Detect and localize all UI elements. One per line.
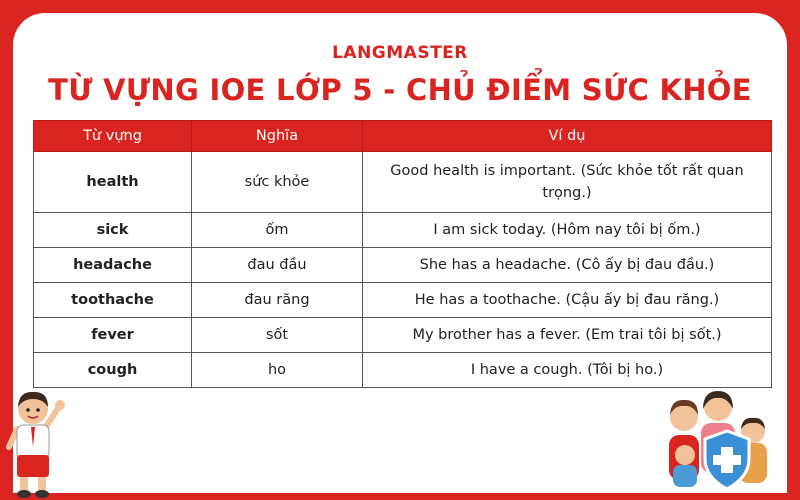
example-cell: Good health is important. (Sức khỏe tốt rất quan trọng.) (363, 152, 772, 213)
example-cell: I am sick today. (Hôm nay tôi bị ốm.) (363, 213, 772, 248)
header-meaning: Nghĩa (192, 121, 363, 152)
header-example: Ví dụ (363, 121, 772, 152)
meaning-cell: sức khỏe (192, 152, 363, 213)
example-cell: My brother has a fever. (Em trai tôi bị sốt.) (363, 318, 772, 353)
example-cell: She has a headache. (Cô ấy bị đau đầu.) (363, 248, 772, 283)
page-title: TỪ VỰNG IOE LỚP 5 - CHỦ ĐIỂM SỨC KHỎE (48, 73, 752, 107)
vocabulary-table (33, 120, 772, 388)
waving-boy-illustration (3, 385, 65, 500)
table-row (34, 283, 772, 318)
word-cell: sick (34, 213, 192, 248)
word-cell: cough (34, 353, 192, 388)
meaning-cell: ho (192, 353, 363, 388)
brand-logo: LANGMASTER (332, 43, 468, 63)
meaning-cell: đau đầu (192, 248, 363, 283)
example-cell: I have a cough. (Tôi bị ho.) (363, 353, 772, 388)
header-word: Từ vựng (34, 121, 192, 152)
meaning-cell: ốm (192, 213, 363, 248)
table-row (34, 152, 772, 213)
word-cell: toothache (34, 283, 192, 318)
table-row (34, 353, 772, 388)
example-cell: He has a toothache. (Cậu ấy bị đau răng.) (363, 283, 772, 318)
table-header-row (34, 121, 772, 152)
word-cell: health (34, 152, 192, 213)
table-row (34, 318, 772, 353)
table-row (34, 248, 772, 283)
word-cell: fever (34, 318, 192, 353)
word-cell: headache (34, 248, 192, 283)
meaning-cell: sốt (192, 318, 363, 353)
meaning-cell: đau răng (192, 283, 363, 318)
family-shield-illustration (665, 385, 787, 493)
table-row (34, 213, 772, 248)
